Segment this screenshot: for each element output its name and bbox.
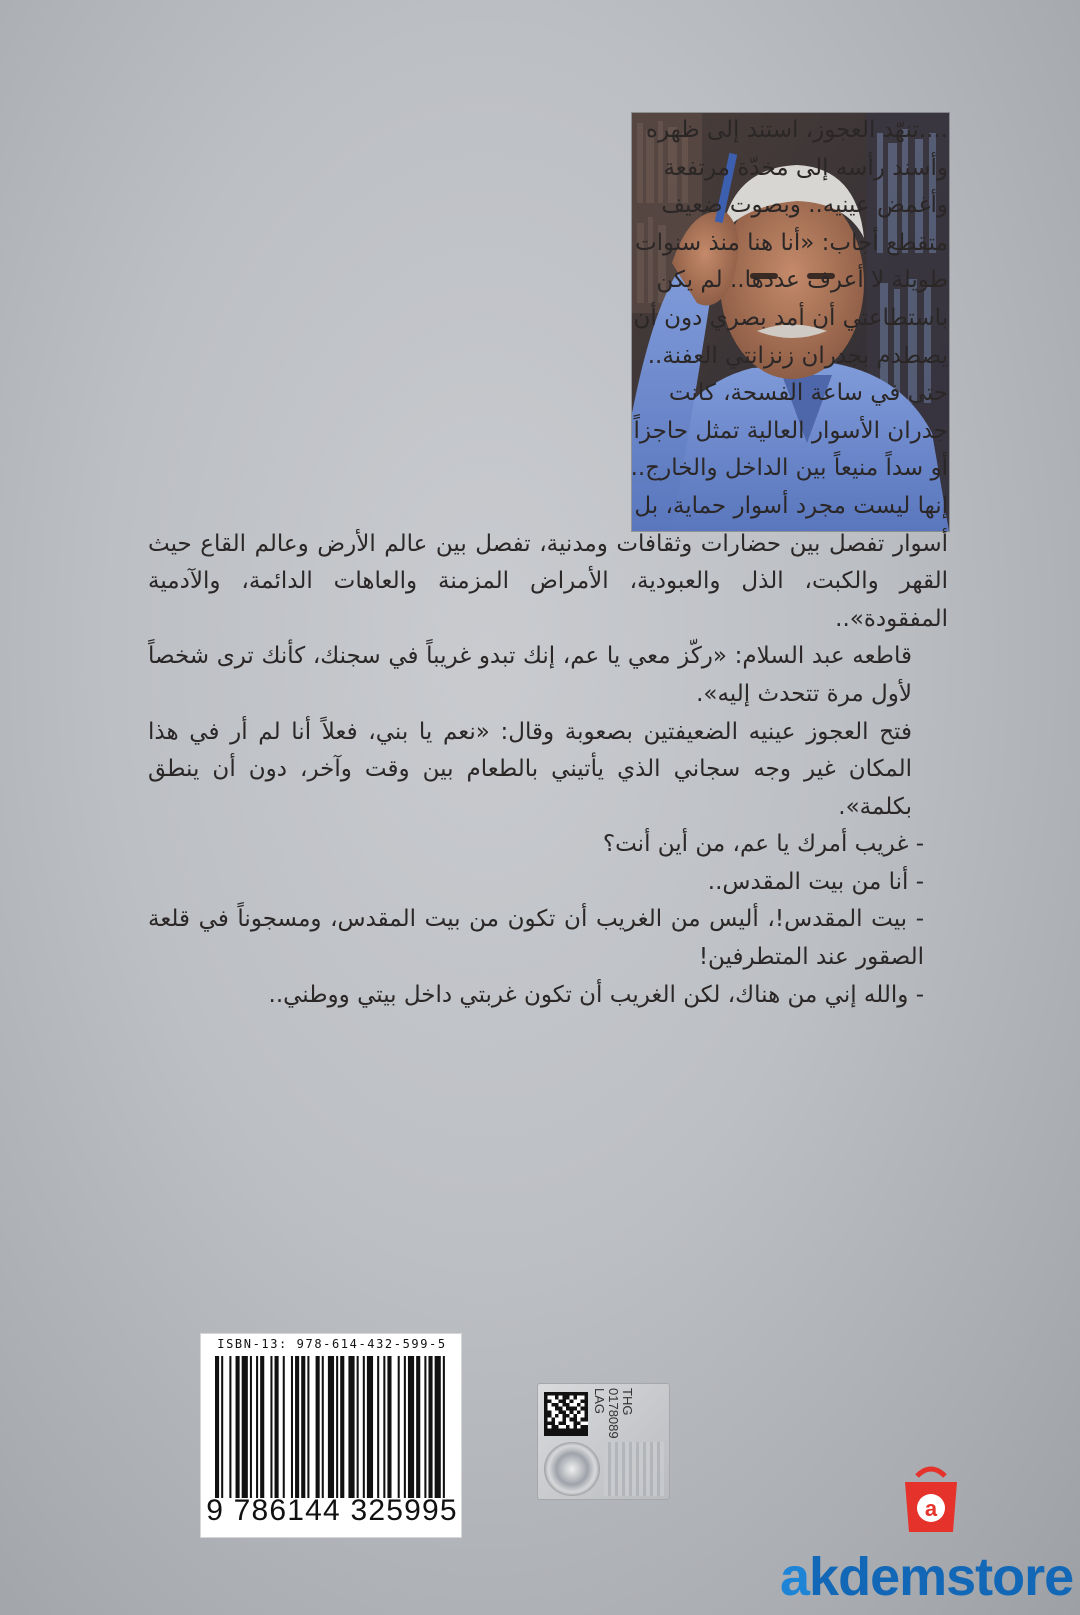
hologram-strip (604, 1442, 664, 1496)
isbn-label: ISBN-13: 978-614-432-599-5 (217, 1337, 447, 1351)
blurb-line: باستطاعتي أن أمد بصري دون أن (633, 304, 948, 331)
hologram-seal (544, 1442, 600, 1496)
datamatrix-code (544, 1392, 588, 1436)
blurb-line: إنها ليست مجرد أسوار حماية، بل (634, 492, 948, 519)
book-blurb (148, 112, 948, 1014)
barcode-bars (215, 1356, 449, 1498)
blurb-line: وأسند رأسه إلى مخدّة مرتفعة (663, 154, 948, 181)
security-sticker (537, 1383, 670, 1500)
sticker-code: THG 0178089 LAG (592, 1388, 635, 1439)
blurb-paragraph: قاطعه عبد السلام: «ركّز معي يا عم، إنك تبدو غريباً في سجنك، كأنك ترى شخصاً لأول مرة تتحدث إليه». (148, 643, 912, 707)
blurb-paragraph: فتح العجوز عينيه الضعيفتين بصعوبة وقال: «نعم يا بني، فعلاً أنا لم أر في هذا المكان غير وجه سجاني الذي يأتيني بالطعام بين وقت وآخر، دون أن ينطق بكلمة». (148, 718, 912, 820)
blurb-line: متقطع أجاب: «أنا هنا منذ سنوات (635, 229, 948, 256)
dialog-line: - والله إني من هناك، لكن الغريب أن تكون غربتي داخل بيتي ووطني.. (268, 981, 924, 1008)
blurb-line: أو سداً منيعاً بين الداخل والخارج.. (630, 455, 948, 482)
store-cart-icon (897, 1466, 965, 1536)
blurb-paragraph: أسوار تفصل بين حضارات وثقافات ومدنية، تفصل بين عالم الأرض وعالم القاع حيث القهر والكبت، الذل والعبودية، الأمراض المزمنة والعاهات الدائمة، والآدمية المفقودة».. (148, 530, 948, 632)
blurb-line: ....تنهّد العجوز، استند إلى ظهره (645, 117, 948, 143)
blurb-line: يصطدم بجدران زنزانتي العفنة.. (647, 342, 948, 369)
barcode-digits: 9 786144 325995 (206, 1494, 458, 1527)
blurb-narrow-column (491, 112, 948, 526)
blurb-line: حتى في ساعة الفسحة، كانت (668, 380, 948, 407)
isbn-barcode (200, 1333, 462, 1538)
dialog-line: - غريب أمرك يا عم، من أين أنت؟ (602, 831, 924, 858)
blurb-line: جدران الأسوار العالية تمثل حاجزاً (633, 417, 948, 444)
store-watermark: akdemstore (780, 1547, 1074, 1607)
blurb-line: طويلة لا أعرف عددها.. لم يكن (656, 267, 948, 294)
dialog-line: - بيت المقدس!، أليس من الغريب أن تكون من بيت المقدس، ومسجوناً في قلعة الصقور عند المتطرفين! (148, 906, 924, 971)
svg-text:a: a (924, 1496, 938, 1521)
dialog-line: - أنا من بيت المقدس.. (707, 868, 924, 895)
blurb-line: وأغمض عينيه.. وبصوت ضعيف (661, 192, 948, 219)
